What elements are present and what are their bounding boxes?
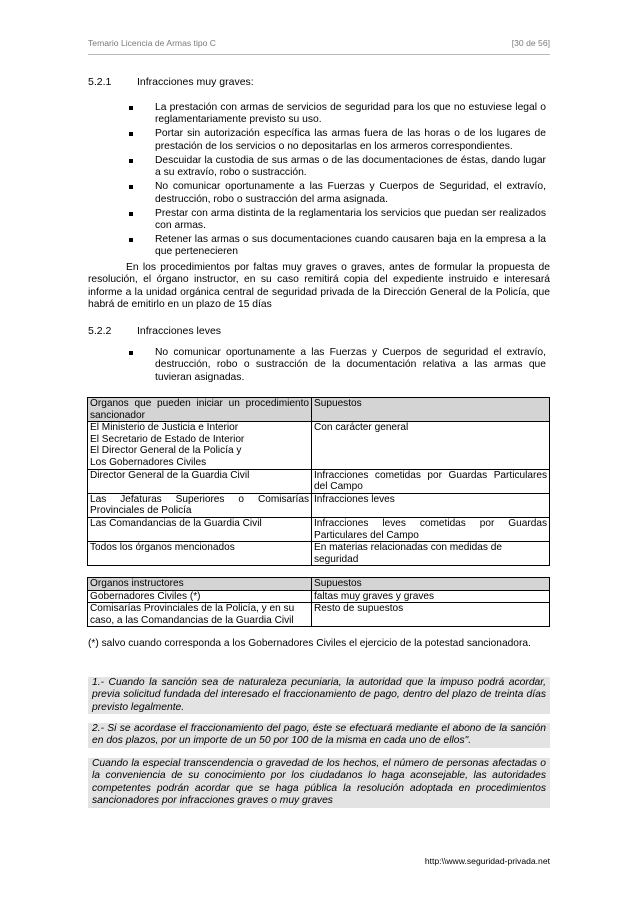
list-item: Descuidar la custodia de sus armas o de las documentaciones de éstas, dando lugar a su extravío, robo o sustracción. xyxy=(126,155,546,180)
table-cell: Director General de la Guardia Civil xyxy=(88,469,312,493)
table-header-cell: Órganos que pueden iniciar un procedimiento sancionador xyxy=(88,398,312,422)
table-cell: Comisarías Provinciales de la Policía, y en su caso, a las Comandancias de la Guardia Civil xyxy=(88,603,312,627)
quote-publication: Cuando la especial transcendencia o gravedad de los hechos, el número de personas afectadas o la conveniencia de su conocimiento por los ciudadanos lo haga aconsejable, las autoridades competentes podrán acordar que se haga pública la resolución adoptada en procedimientos sancionadores por infracciones graves o muy graves xyxy=(88,758,550,808)
table-row xyxy=(88,469,550,493)
table-cell: Resto de supuestos xyxy=(312,603,550,627)
table-row xyxy=(88,590,550,603)
footer-url: http:\\www.seguridad-privada.net xyxy=(424,856,550,866)
table-cell: Infracciones leves cometidas por Guardas Particulares del Campo xyxy=(312,517,550,541)
cell-line: El Director General de la Policía y xyxy=(90,445,242,457)
page-header xyxy=(88,38,550,55)
table-cell: En materias relacionadas con medidas de seguridad xyxy=(312,542,550,566)
table-cell: Las Comandancias de la Guardia Civil xyxy=(88,517,312,541)
list-item: Retener las armas o sus documentaciones cuando causaren baja en la empresa a la que pertenecieren xyxy=(126,234,546,259)
table-cell: Gobernadores Civiles (*) xyxy=(88,590,312,603)
cell-line: El Secretario de Estado de Interior xyxy=(90,433,245,445)
table-cell: Infracciones leves xyxy=(312,493,550,517)
instructing-bodies-table xyxy=(87,577,550,627)
table-cell: Con carácter general xyxy=(312,422,550,469)
section-title: Infracciones muy graves: xyxy=(137,76,254,88)
header-title: Temario Licencia de Armas tipo C xyxy=(88,38,217,48)
cell-line: El Ministerio de Justicia e Interior xyxy=(90,422,239,434)
list-item: No comunicar oportunamente a las Fuerzas y Cuerpos de Seguridad, el extravío, destrucción, robo o sustracción del arma asignada. xyxy=(126,181,546,206)
table-cell: Las Jefaturas Superiores o Comisarías Provinciales de Policía xyxy=(88,493,312,517)
section-number: 5.2.2 xyxy=(88,325,112,337)
procedure-paragraph xyxy=(88,262,550,312)
table-row xyxy=(88,422,550,469)
section-title: Infracciones leves xyxy=(137,325,222,337)
cell-line: Los Gobernadores Civiles xyxy=(90,456,207,468)
table-header-cell: Supuestos xyxy=(312,398,550,422)
list-item: No comunicar oportunamente a las Fuerzas y Cuerpos de seguridad el extravío, destrucción, robo o sustracción de la documentación relativa a las armas que tuvieran asignadas. xyxy=(126,347,546,384)
table-row xyxy=(88,493,550,517)
table-footnote: (*) salvo cuando corresponda a los Gobernadores Civiles el ejercicio de la potestad sancionadora. xyxy=(88,638,531,649)
table-header-row xyxy=(88,578,550,591)
table-row xyxy=(88,517,550,541)
table-header-cell: Supuestos xyxy=(312,578,550,591)
section-number: 5.2.1 xyxy=(88,76,112,88)
table-cell xyxy=(88,422,312,469)
page-number: [30 de 56] xyxy=(511,38,550,48)
serious-infractions-list xyxy=(126,102,546,260)
table-header-cell: Órganos instructores xyxy=(88,578,312,591)
table-header-row xyxy=(88,398,550,422)
table-cell: faltas muy graves y graves xyxy=(312,590,550,603)
list-item: La prestación con armas de servicios de seguridad para los que no estuviese legal o reglamentariamente previsto su uso. xyxy=(126,102,546,127)
list-item: Portar sin autorización específica las armas fuera de las horas o de los lugares de prestación de los servicios o no depositarlas en los armeros correspondientes. xyxy=(126,128,546,153)
table-cell: Infracciones cometidas por Guardas Particulares del Campo xyxy=(312,469,550,493)
minor-infractions-list xyxy=(126,347,546,386)
table-row xyxy=(88,603,550,627)
paragraph-text: En los procedimientos por faltas muy graves o graves, antes de formular la propuesta de resolución, el órgano instructor, en su caso remitirá copia del expediente instruido e interesará informe a la unidad orgánica central de seguridad privada de la Dirección General de la Policía, que habrá de emitirlo en un plazo de 15 días xyxy=(88,262,550,311)
quote-fractionation-request: 1.- Cuando la sanción sea de naturaleza pecuniaria, la autoridad que la impuso podrá acordar, previa solicitud fundada del interesado el fraccionamiento de pago, dentro del plazo de treinta días previsto legalmente. xyxy=(88,677,550,714)
table-cell: Todos los órganos mencionados xyxy=(88,542,312,566)
quote-fractionation-payment: 2.- Si se acordase el fraccionamiento del pago, éste se efectuará mediante el abono de la sanción en dos plazos, por un importe de un 50 por 100 de la misma en cada uno de ellos". xyxy=(88,723,550,748)
table-row xyxy=(88,542,550,566)
sanctioning-bodies-table xyxy=(87,397,550,566)
list-item: Prestar con arma distinta de la reglamentaria los servicios que puedan ser realizados con armas. xyxy=(126,208,546,233)
